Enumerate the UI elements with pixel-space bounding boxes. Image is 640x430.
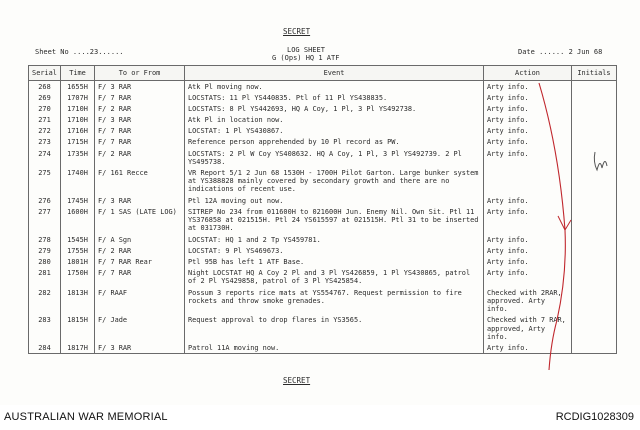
- action-cell: Arty info.: [484, 148, 572, 167]
- time-cell: 1750H: [61, 267, 95, 287]
- action-cell: Arty info.: [484, 103, 572, 114]
- event-cell: VR Report 5/1 2 Jun 68 1530H - 1700H Pilot Garton. Large bunker system at YS388828 mainly covered by secondary growth and there are no indications of recent use.: [185, 167, 484, 195]
- time-cell: 1716H: [61, 125, 95, 136]
- log-row: [29, 256, 617, 267]
- to-or-from-cell: F/ 3 RAR: [95, 342, 185, 354]
- initials-cell: [572, 267, 617, 287]
- initials-cell: [572, 342, 617, 354]
- col-initials-header: Initials: [572, 66, 617, 81]
- to-or-from-cell: F/ 161 Recce: [95, 167, 185, 195]
- col-from-header: To or From: [95, 66, 185, 81]
- log-row: [29, 92, 617, 103]
- time-cell: 1817H: [61, 342, 95, 354]
- action-cell: Arty info.: [484, 245, 572, 256]
- log-row: [29, 167, 617, 195]
- log-row: [29, 314, 617, 341]
- time-cell: 1715H: [61, 136, 95, 147]
- to-or-from-cell: F/ Jade: [95, 314, 185, 341]
- to-or-from-cell: F/ 7 RAR: [95, 125, 185, 136]
- col-serial-header: Serial: [29, 66, 61, 81]
- initials-cell: [572, 287, 617, 314]
- time-cell: 1710H: [61, 103, 95, 114]
- initials-cell: [572, 81, 617, 93]
- serial-cell: 270: [29, 103, 61, 114]
- event-cell: SITREP No 234 from 011600H to 021600H Jun. Enemy Nil. Own Sit. Ptl 11 YS376858 at 021515H. Ptl 24 YS615597 at 021515H. Ptl 31 to be inserted at 031730H.: [185, 206, 484, 234]
- sheet-date: Date ...... 2 Jun 68: [518, 48, 603, 56]
- to-or-from-cell: F/ 2 RAR: [95, 148, 185, 167]
- time-cell: 1813H: [61, 287, 95, 314]
- to-or-from-cell: F/ 1 SAS (LATE LOG): [95, 206, 185, 234]
- initials-cell: [572, 92, 617, 103]
- event-cell: Ptl 95B has left 1 ATF Base.: [185, 256, 484, 267]
- log-sheet-title: LOG SHEET: [287, 46, 325, 54]
- col-action-header: Action: [484, 66, 572, 81]
- time-cell: 1745H: [61, 195, 95, 206]
- archive-source: AUSTRALIAN WAR MEMORIAL: [4, 411, 168, 423]
- serial-cell: 272: [29, 125, 61, 136]
- to-or-from-cell: F/ 7 RAR: [95, 92, 185, 103]
- initials-cell: [572, 206, 617, 234]
- log-row: [29, 81, 617, 93]
- action-cell: Arty info.: [484, 92, 572, 103]
- log-row: [29, 136, 617, 147]
- to-or-from-cell: F/ 7 RAR Rear: [95, 256, 185, 267]
- event-cell: LOCSTATS: 8 Pl YS442693, HQ A Coy, 1 Pl, 3 Pl YS492738.: [185, 103, 484, 114]
- to-or-from-cell: F/ 2 RAR: [95, 103, 185, 114]
- classification-bottom: SECRET: [283, 376, 311, 385]
- to-or-from-cell: F/ RAAF: [95, 287, 185, 314]
- serial-cell: 278: [29, 234, 61, 245]
- to-or-from-cell: F/ A Sgn: [95, 234, 185, 245]
- log-row: [29, 245, 617, 256]
- event-cell: LOCSTAT: 1 Pl YS430867.: [185, 125, 484, 136]
- log-row: [29, 342, 617, 354]
- sheet-number: Sheet No ....23......: [35, 48, 124, 56]
- event-cell: Atk Pl in location now.: [185, 114, 484, 125]
- action-cell: Arty info.: [484, 114, 572, 125]
- to-or-from-cell: F/ 3 RAR: [95, 114, 185, 125]
- serial-cell: 277: [29, 206, 61, 234]
- action-cell: Checked with 2RAR, approved. Arty info.: [484, 287, 572, 314]
- to-or-from-cell: F/ 3 RAR: [95, 81, 185, 93]
- action-cell: Arty info.: [484, 136, 572, 147]
- log-row: [29, 114, 617, 125]
- initials-cell: [572, 136, 617, 147]
- time-cell: 1815H: [61, 314, 95, 341]
- action-cell: Arty info.: [484, 195, 572, 206]
- classification-top: SECRET: [283, 27, 311, 36]
- table-header-row: [29, 66, 617, 81]
- initials-cell: [572, 195, 617, 206]
- action-cell: Checked with 7 RAR, approved, Arty info.: [484, 314, 572, 341]
- action-cell: Arty info.: [484, 206, 572, 234]
- time-cell: 1600H: [61, 206, 95, 234]
- serial-cell: 275: [29, 167, 61, 195]
- time-cell: 1801H: [61, 256, 95, 267]
- action-cell: Arty info.: [484, 234, 572, 245]
- serial-cell: 268: [29, 81, 61, 93]
- to-or-from-cell: F/ 7 RAR: [95, 136, 185, 147]
- time-cell: 1735H: [61, 148, 95, 167]
- log-row: [29, 125, 617, 136]
- action-cell: Arty info.: [484, 125, 572, 136]
- action-cell: Arty info.: [484, 267, 572, 287]
- event-cell: Reference person apprehended by 10 Pl record as PW.: [185, 136, 484, 147]
- log-row: [29, 148, 617, 167]
- event-cell: Atk Pl moving now.: [185, 81, 484, 93]
- serial-cell: 283: [29, 314, 61, 341]
- initials-cell: [572, 114, 617, 125]
- time-cell: 1655H: [61, 81, 95, 93]
- event-cell: LOCSTAT: HQ 1 and 2 Tp YS459781.: [185, 234, 484, 245]
- event-cell: Possum 3 reports rice mats at YS554767. Request permission to fire rockets and throw smoke grenades.: [185, 287, 484, 314]
- event-cell: LOCSTATS: 11 Pl YS440835. Ptl of 11 Pl YS438835.: [185, 92, 484, 103]
- serial-cell: 284: [29, 342, 61, 354]
- handwritten-initials: [590, 148, 612, 176]
- initials-cell: [572, 245, 617, 256]
- event-cell: Ptl 12A moving out now.: [185, 195, 484, 206]
- action-cell: [484, 167, 572, 195]
- col-event-header: Event: [185, 66, 484, 81]
- archive-reference: RCDIG1028309: [555, 411, 634, 423]
- event-cell: LOCSTATS: 2 Pl W Coy YS408632. HQ A Coy, 1 Pl, 3 Pl YS492739. 2 Pl YS495738.: [185, 148, 484, 167]
- log-table: [28, 65, 617, 354]
- initials-cell: [572, 256, 617, 267]
- event-cell: Night LOCSTAT HQ A Coy 2 Pl and 3 Pl YS426859, 1 Pl YS430865, patrol of 2 Pl YS429858, patrol of 3 Pl YS425854.: [185, 267, 484, 287]
- log-row: [29, 234, 617, 245]
- serial-cell: 281: [29, 267, 61, 287]
- to-or-from-cell: F/ 2 RAR: [95, 245, 185, 256]
- time-cell: 1710H: [61, 114, 95, 125]
- log-row: [29, 195, 617, 206]
- serial-cell: 271: [29, 114, 61, 125]
- serial-cell: 279: [29, 245, 61, 256]
- serial-cell: 280: [29, 256, 61, 267]
- archive-footer: [0, 405, 640, 430]
- action-cell: Arty info.: [484, 81, 572, 93]
- initials-cell: [572, 125, 617, 136]
- serial-cell: 274: [29, 148, 61, 167]
- log-row: [29, 267, 617, 287]
- to-or-from-cell: F/ 3 RAR: [95, 195, 185, 206]
- action-cell: Arty info.: [484, 342, 572, 354]
- time-cell: 1545H: [61, 234, 95, 245]
- time-cell: 1755H: [61, 245, 95, 256]
- initials-cell: [572, 234, 617, 245]
- event-cell: Request approval to drop flares in YS3565.: [185, 314, 484, 341]
- log-row: [29, 206, 617, 234]
- serial-cell: 276: [29, 195, 61, 206]
- col-time-header: Time: [61, 66, 95, 81]
- action-cell: Arty info.: [484, 256, 572, 267]
- time-cell: 1740H: [61, 167, 95, 195]
- time-cell: 1707H: [61, 92, 95, 103]
- serial-cell: 273: [29, 136, 61, 147]
- to-or-from-cell: F/ 7 RAR: [95, 267, 185, 287]
- event-cell: Patrol 11A moving now.: [185, 342, 484, 354]
- initials-cell: [572, 314, 617, 341]
- log-row: [29, 287, 617, 314]
- initials-cell: [572, 103, 617, 114]
- unit-name: G (Ops) HQ 1 ATF: [272, 54, 340, 62]
- serial-cell: 269: [29, 92, 61, 103]
- event-cell: LOCSTAT: 9 Pl YS469673.: [185, 245, 484, 256]
- serial-cell: 282: [29, 287, 61, 314]
- log-row: [29, 103, 617, 114]
